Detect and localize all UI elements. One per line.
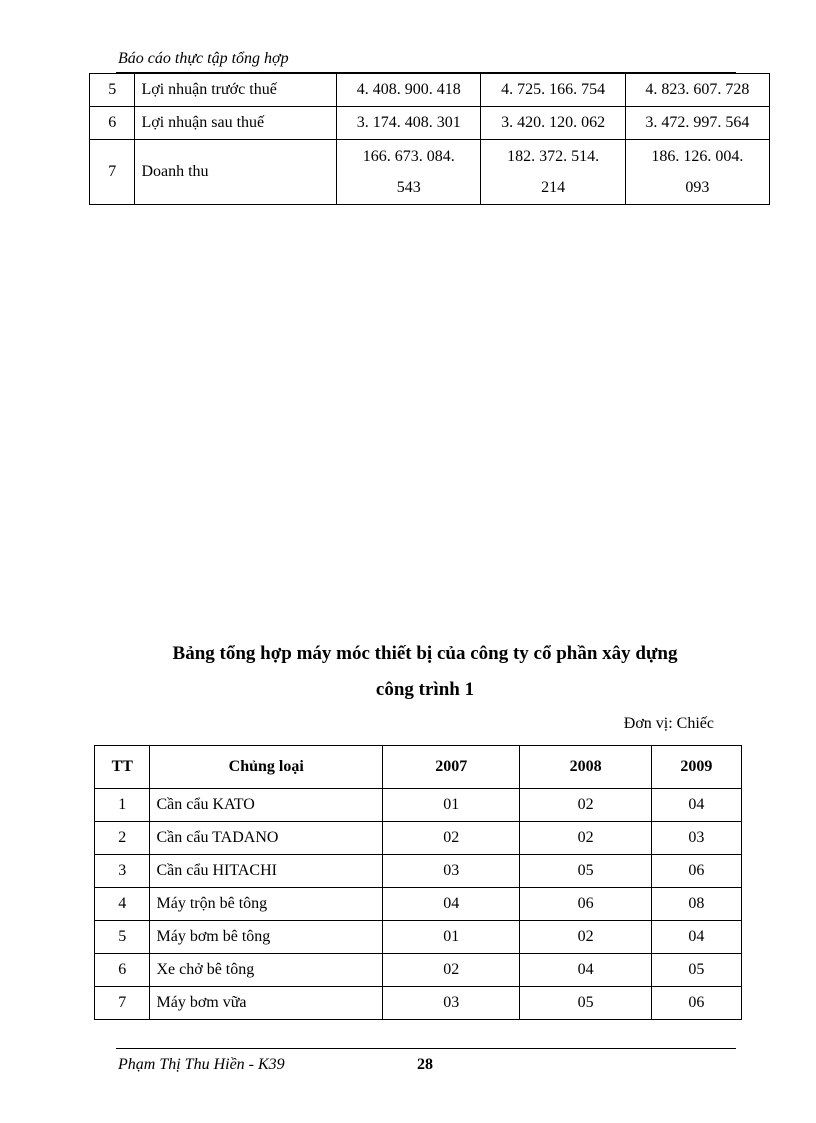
value-line-2: 543 [396,179,421,196]
value-line-2: 214 [541,179,566,196]
equipment-type: Xe chở bê tông [150,954,383,987]
value-cell: 4. 725. 166. 754 [481,74,625,107]
row-number: 3 [95,855,150,888]
count-2007: 01 [383,789,520,822]
row-label: Lợi nhuận trước thuế [135,74,337,107]
table-row [90,107,770,140]
page-number: 28 [417,1056,433,1073]
value-cell: 4. 823. 607. 728 [625,74,769,107]
table-row [95,822,742,855]
equipment-type: Máy trộn bê tông [150,888,383,921]
count-2009: 04 [651,921,741,954]
column-header-2008: 2008 [520,746,651,789]
column-header-2007: 2007 [383,746,520,789]
table-row [95,789,742,822]
unit-label: Đơn vị: Chiếc [623,715,714,732]
equipment-type: Máy bơm vữa [150,987,383,1020]
count-2007: 03 [383,855,520,888]
count-2009: 06 [651,987,741,1020]
equipment-type: Máy bơm bê tông [150,921,383,954]
page-header-title: Báo cáo thực tập tổng hợp [118,50,289,67]
count-2009: 06 [651,855,741,888]
table-row [90,74,770,107]
financial-summary-table [89,73,770,205]
column-header-2009: 2009 [651,746,741,789]
value-line-1: 186. 126. 004. [651,148,744,165]
count-2008: 05 [520,855,651,888]
count-2008: 02 [520,789,651,822]
value-cell: 3. 420. 120. 062 [481,107,625,140]
value-cell: 3. 472. 997. 564 [625,107,769,140]
count-2007: 03 [383,987,520,1020]
count-2007: 04 [383,888,520,921]
count-2008: 06 [520,888,651,921]
count-2007: 01 [383,921,520,954]
equipment-table [94,745,742,1020]
value-cell [625,140,769,205]
equipment-table-title-line2: công trình 1 [375,679,475,700]
table-row [95,954,742,987]
count-2008: 04 [520,954,651,987]
row-number: 5 [95,921,150,954]
table-header-row [95,746,742,789]
value-line-1: 166. 673. 084. [362,148,455,165]
row-number: 4 [95,888,150,921]
row-number: 6 [95,954,150,987]
count-2008: 05 [520,987,651,1020]
count-2009: 08 [651,888,741,921]
row-number: 7 [95,987,150,1020]
footer-author: Phạm Thị Thu Hiền - K39 [118,1056,285,1073]
column-header-type: Chủng loại [150,746,383,789]
value-cell: 3. 174. 408. 301 [337,107,481,140]
count-2008: 02 [520,822,651,855]
count-2007: 02 [383,822,520,855]
row-number: 1 [95,789,150,822]
value-cell [481,140,625,205]
row-label: Doanh thu [135,140,337,205]
equipment-type: Cần cẩu HITACHI [150,855,383,888]
table-row [95,921,742,954]
row-label: Lợi nhuận sau thuế [135,107,337,140]
count-2008: 02 [520,921,651,954]
count-2009: 05 [651,954,741,987]
equipment-table-title: Bảng tổng hợp máy móc thiết bị của công ty cổ phần xây dựng [172,643,678,664]
equipment-type: Cần cẩu KATO [150,789,383,822]
table-row [95,855,742,888]
count-2009: 03 [651,822,741,855]
table-row [95,888,742,921]
count-2009: 04 [651,789,741,822]
equipment-type: Cần cẩu TADANO [150,822,383,855]
column-header-tt: TT [95,746,150,789]
value-line-1: 182. 372. 514. [507,148,600,165]
table-row [90,140,770,205]
row-number: 7 [90,140,135,205]
value-cell: 4. 408. 900. 418 [337,74,481,107]
row-number: 6 [90,107,135,140]
row-number: 5 [90,74,135,107]
value-line-2: 093 [685,179,710,196]
row-number: 2 [95,822,150,855]
footer-divider [116,1048,736,1049]
count-2007: 02 [383,954,520,987]
value-cell [337,140,481,205]
table-row [95,987,742,1020]
